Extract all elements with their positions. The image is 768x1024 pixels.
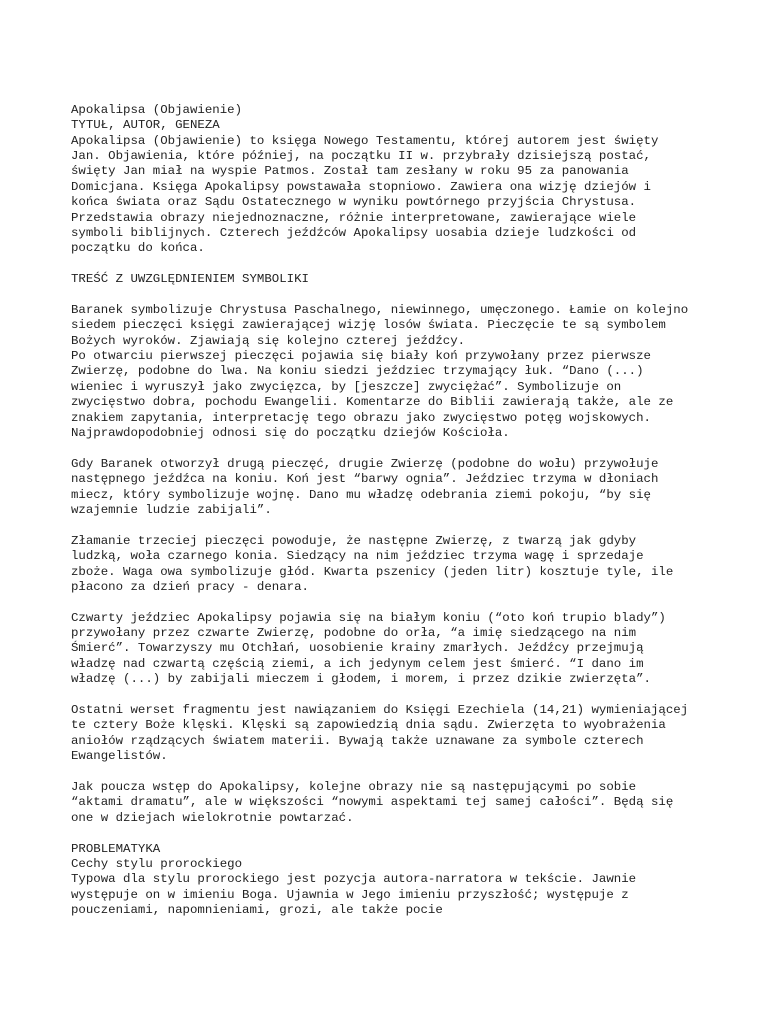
text-line: znakiem zapytania, interpretację tego obrazu jako zwycięstwo potęg wojskowych. — [71, 410, 651, 425]
text-line: miecz, który symbolizuje wojnę. Dano mu władzę odebrania ziemi pokoju, “by się — [71, 487, 651, 502]
blank-line — [71, 257, 708, 272]
blank-line — [71, 441, 708, 456]
text-line: Złamanie trzeciej pieczęci powoduje, że następne Zwierzę, z twarzą jak gdyby — [71, 533, 637, 548]
text-line: Apokalipsa (Objawienie) — [71, 102, 243, 117]
text-line: zwycięstwo dobra, pochodu Ewangelii. Komentarze do Biblii zawierają także, ale ze — [71, 395, 674, 410]
text-line: płacono za dzień pracy - denara. — [71, 579, 309, 594]
text-line: “aktami dramatu”, ale w większości “nowymi aspektami tej samej całości”. Będą się — [71, 795, 674, 810]
document-body — [71, 103, 708, 919]
text-line: ludzką, woła czarnego konia. Siedzący na nim jeździec trzyma wagę i sprzedaje — [71, 549, 644, 564]
text-line: TYTUŁ, AUTOR, GENEZA — [71, 118, 220, 133]
text-line: siedem pieczęci księgi zawierającej wizję losów świata. Pieczęcie te są symbolem — [71, 318, 666, 333]
text-line: Bożych wyroków. Zjawiają się kolejno czterej jeźdźcy. — [71, 333, 466, 348]
text-line: te cztery Boże klęski. Klęski są zapowiedzią dnia sądu. Zwierzęta to wyobrażenia — [71, 718, 666, 733]
blank-line — [71, 688, 708, 703]
text-line: Baranek symbolizuje Chrystusa Paschalnego, niewinnego, umęczonego. Łamie on kolejno — [71, 302, 689, 317]
text-line: Czwarty jeździec Apokalipsy pojawia się na białym koniu (“oto koń trupio blady”) — [71, 610, 666, 625]
blank-line — [71, 765, 708, 780]
text-line: wieniec i wyruszył jako zwycięzca, by [jeszcze] zwyciężać”. Symbolizuje on — [71, 379, 622, 394]
text-line: Ewangelistów. — [71, 749, 168, 764]
text-line: Po otwarciu pierwszej pieczęci pojawia się biały koń przywołany przez pierwsze — [71, 349, 651, 364]
text-line: Najprawdopodobniej odnosi się do początku dziejów Kościoła. — [71, 426, 510, 441]
text-line: władzę (...) by zabijali mieczem i głodem, i morem, i przez dzikie zwierzęta”. — [71, 672, 651, 687]
text-line: TREŚĆ Z UWZGLĘDNIENIEM SYMBOLIKI — [71, 272, 309, 287]
text-line: Domicjana. Księga Apokalipsy powstawała stopniowo. Zawiera ona wizję dziejów i — [71, 179, 651, 194]
text-line: początku do końca. — [71, 241, 205, 256]
text-line: Przedstawia obrazy niejednoznaczne, różnie interpretowane, zawierające wiele — [71, 210, 637, 225]
blank-line — [71, 518, 708, 533]
text-line: Jak poucza wstęp do Apokalipsy, kolejne obrazy nie są następującymi po sobie — [71, 780, 637, 794]
text-line: końca świata oraz Sądu Ostatecznego w wyniku powtórnego przyjścia Chrystusa. — [71, 195, 637, 210]
text-line: Apokalipsa (Objawienie) to księga Nowego Testamentu, której autorem jest święty — [71, 133, 659, 148]
text-line: władzę nad czwartą częścią ziemi, a ich jedynym celem jest śmierć. “I dano im — [71, 656, 644, 671]
blank-line — [71, 288, 708, 303]
text-line: Gdy Baranek otworzył drugą pieczęć, drugie Zwierzę (podobne do wołu) przywołuje — [71, 456, 659, 471]
text-line: Typowa dla stylu prorockiego jest pozycja autora-narratora w tekście. Jawnie — [71, 872, 637, 887]
text-line: aniołów rządzących światem materii. Bywają także uznawane za symbole czterech — [71, 733, 644, 748]
text-line: PROBLEMATYKA — [71, 841, 161, 856]
text-line: Ostatni werset fragmentu jest nawiązaniem do Księgi Ezechiela (14,21) wymieniającej — [71, 703, 689, 718]
text-line: symboli biblijnych. Czterech jeźdźców Apokalipsy uosabia dzieje ludzkości od — [71, 225, 637, 240]
text-line: następnego jeźdźca na koniu. Koń jest “barwy ognia”. Jeździec trzyma w dłoniach — [71, 472, 659, 487]
text-line: Jan. Objawienia, które później, na początku II w. przybrały dzisiejszą postać, — [71, 148, 651, 163]
text-line: Śmierć”. Towarzyszy mu Otchłań, uosobienie krainy zmarłych. Jeźdźcy przejmują — [71, 641, 644, 656]
text-line: Zwierzę, podobne do lwa. Na koniu siedzi jeździec trzymający łuk. “Dano (...) — [71, 364, 644, 379]
text-line: pouczeniami, napomnieniami, grozi, ale także pocie — [71, 903, 443, 918]
text-line: Cechy stylu prorockiego — [71, 856, 243, 871]
text-line: przywołany przez czwarte Zwierzę, podobne do orła, “a imię siedzącego na nim — [71, 626, 637, 641]
blank-line — [71, 595, 708, 610]
text-line: one w dziejach wielokrotnie powtarzać. — [71, 810, 354, 825]
blank-line — [71, 826, 708, 841]
text-line: wzajemnie ludzie zabijali”. — [71, 502, 272, 517]
text-line: święty Jan miał na wyspie Patmos. Został tam zesłany w roku 95 za panowania — [71, 164, 629, 179]
text-line: występuje on w imieniu Boga. Ujawnia w Jego imieniu przyszłość; występuje z — [71, 887, 629, 902]
text-line: zboże. Waga owa symbolizuje głód. Kwarta pszenicy (jeden litr) kosztuje tyle, ile — [71, 564, 674, 579]
